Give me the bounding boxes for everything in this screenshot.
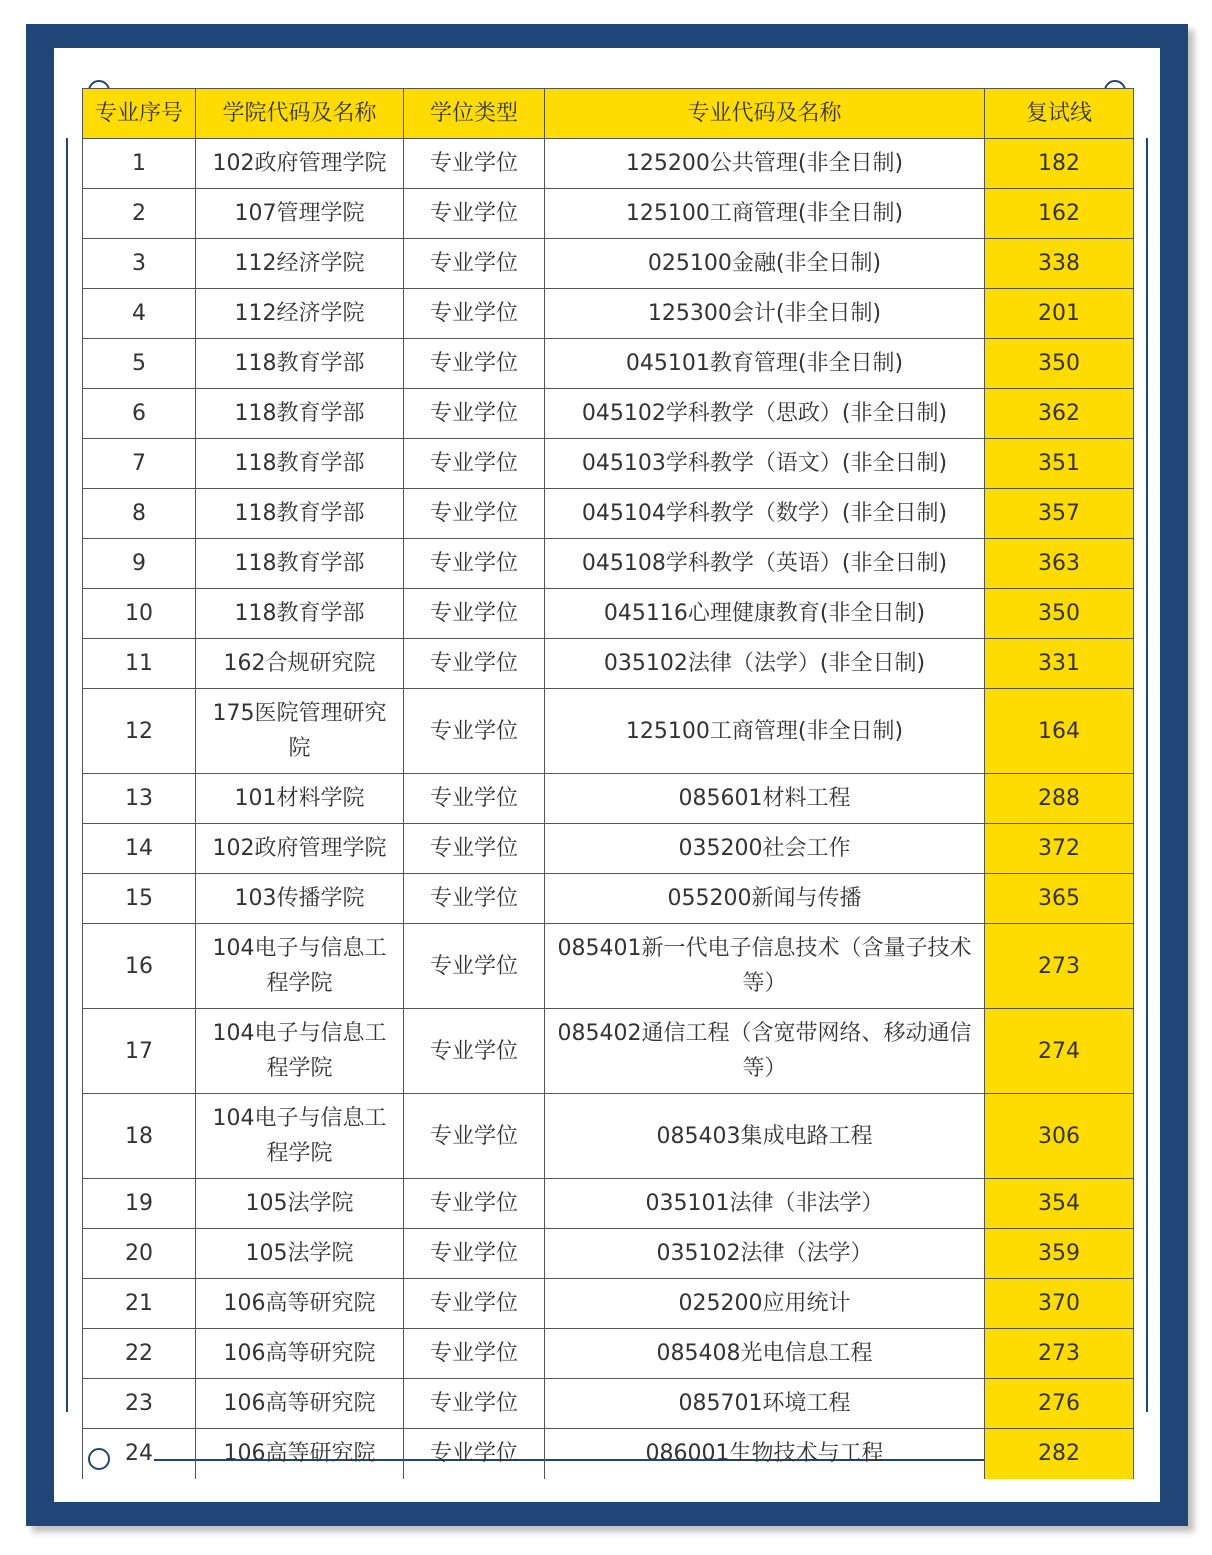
table-header [83,89,1134,139]
cell-major: 085403集成电路工程 [545,1094,985,1179]
cell-degree-type: 专业学位 [404,689,545,774]
cell-score-line: 282 [985,1429,1134,1479]
cell-major: 025200应用统计 [545,1279,985,1329]
cell-major: 125300会计(非全日制) [545,289,985,339]
cell-college: 118教育学部 [196,389,404,439]
cell-major: 045102学科教学（思政）(非全日制) [545,389,985,439]
cell-college: 103传播学院 [196,874,404,924]
header-cell-index: 专业序号 [83,89,196,139]
cell-degree-type: 专业学位 [404,139,545,189]
cell-degree-type: 专业学位 [404,639,545,689]
cell-score-line: 201 [985,289,1134,339]
cell-degree-type: 专业学位 [404,1094,545,1179]
cell-score-line: 362 [985,389,1134,439]
cell-major: 125200公共管理(非全日制) [545,139,985,189]
cell-major: 086001生物技术与工程 [545,1429,985,1479]
cell-index: 8 [83,489,196,539]
cell-major: 055200新闻与传播 [545,874,985,924]
cell-index: 2 [83,189,196,239]
cell-college: 112经济学院 [196,289,404,339]
table-row [83,1009,1134,1094]
table-row [83,824,1134,874]
cell-major: 085402通信工程（含宽带网络、移动通信等） [545,1009,985,1094]
cell-index: 3 [83,239,196,289]
cell-major: 045103学科教学（语文）(非全日制) [545,439,985,489]
table-row [83,689,1134,774]
table-row [83,239,1134,289]
table-row [83,439,1134,489]
cell-index: 11 [83,639,196,689]
cell-college: 102政府管理学院 [196,824,404,874]
cell-score-line: 363 [985,539,1134,589]
cell-degree-type: 专业学位 [404,924,545,1009]
cell-major: 125100工商管理(非全日制) [545,189,985,239]
cell-index: 13 [83,774,196,824]
cell-degree-type: 专业学位 [404,1429,545,1479]
table-row [83,1429,1134,1479]
cell-college: 105法学院 [196,1229,404,1279]
cell-degree-type: 专业学位 [404,1329,545,1379]
table-row [83,389,1134,439]
cell-college: 162合规研究院 [196,639,404,689]
cell-college: 118教育学部 [196,489,404,539]
header-row [83,89,1134,139]
cell-index: 10 [83,589,196,639]
cell-college: 102政府管理学院 [196,139,404,189]
cell-college: 105法学院 [196,1179,404,1229]
cell-score-line: 306 [985,1094,1134,1179]
table-row [83,139,1134,189]
cell-major: 125100工商管理(非全日制) [545,689,985,774]
cell-major: 085408光电信息工程 [545,1329,985,1379]
cell-score-line: 276 [985,1379,1134,1429]
cell-degree-type: 专业学位 [404,874,545,924]
cell-score-line: 162 [985,189,1134,239]
cell-major: 085701环境工程 [545,1379,985,1429]
cell-degree-type: 专业学位 [404,539,545,589]
table-row [83,924,1134,1009]
cell-score-line: 288 [985,774,1134,824]
cell-score-line: 182 [985,139,1134,189]
cell-score-line: 359 [985,1229,1134,1279]
cell-score-line: 273 [985,1329,1134,1379]
cell-index: 17 [83,1009,196,1094]
cell-score-line: 370 [985,1279,1134,1329]
cell-score-line: 365 [985,874,1134,924]
cell-degree-type: 专业学位 [404,1229,545,1279]
cell-major: 045104学科教学（数学）(非全日制) [545,489,985,539]
cell-college: 106高等研究院 [196,1279,404,1329]
cell-index: 20 [83,1229,196,1279]
cell-index: 1 [83,139,196,189]
cell-index: 22 [83,1329,196,1379]
cell-college: 112经济学院 [196,239,404,289]
cell-score-line: 357 [985,489,1134,539]
cell-major: 045108学科教学（英语）(非全日制) [545,539,985,589]
header-cell-score-line: 复试线 [985,89,1134,139]
table-row [83,1229,1134,1279]
table-row [83,489,1134,539]
cell-degree-type: 专业学位 [404,439,545,489]
decorative-border-right [1146,138,1148,1412]
table-row [83,774,1134,824]
cell-score-line: 350 [985,339,1134,389]
cell-college: 101材料学院 [196,774,404,824]
cell-college: 118教育学部 [196,589,404,639]
table-row [83,874,1134,924]
cell-major: 085401新一代电子信息技术（含量子技术等） [545,924,985,1009]
cell-score-line: 351 [985,439,1134,489]
cell-index: 4 [83,289,196,339]
cell-college: 106高等研究院 [196,1429,404,1479]
cell-score-line: 354 [985,1179,1134,1229]
cell-college: 118教育学部 [196,539,404,589]
cell-degree-type: 专业学位 [404,1379,545,1429]
cell-index: 6 [83,389,196,439]
cell-index: 14 [83,824,196,874]
cell-degree-type: 专业学位 [404,189,545,239]
cell-index: 15 [83,874,196,924]
decorative-border-left [66,138,68,1412]
cell-college: 104电子与信息工程学院 [196,924,404,1009]
cell-major: 035101法律（非法学） [545,1179,985,1229]
cell-score-line: 331 [985,639,1134,689]
table-row [83,1329,1134,1379]
cell-degree-type: 专业学位 [404,239,545,289]
cell-score-line: 372 [985,824,1134,874]
table-row [83,1179,1134,1229]
cell-index: 12 [83,689,196,774]
cell-degree-type: 专业学位 [404,1279,545,1329]
cell-index: 23 [83,1379,196,1429]
cell-college: 106高等研究院 [196,1329,404,1379]
cell-index: 21 [83,1279,196,1329]
cell-score-line: 273 [985,924,1134,1009]
cell-index: 19 [83,1179,196,1229]
cell-index: 7 [83,439,196,489]
cell-index: 18 [83,1094,196,1179]
table-row [83,189,1134,239]
cell-index: 24 [83,1429,196,1479]
cell-college: 107管理学院 [196,189,404,239]
cell-college: 118教育学部 [196,339,404,389]
table-row [83,289,1134,339]
cell-degree-type: 专业学位 [404,589,545,639]
table-row [83,339,1134,389]
cell-score-line: 274 [985,1009,1134,1094]
cell-college: 175医院管理研究院 [196,689,404,774]
table-body [83,139,1134,1479]
table-row [83,1379,1134,1429]
cell-college: 106高等研究院 [196,1379,404,1429]
cell-major: 035200社会工作 [545,824,985,874]
table-row [83,589,1134,639]
table-row [83,539,1134,589]
table-row [83,1094,1134,1179]
score-table [82,88,1134,1479]
cell-degree-type: 专业学位 [404,1009,545,1094]
cell-degree-type: 专业学位 [404,1179,545,1229]
cell-degree-type: 专业学位 [404,824,545,874]
cell-major: 035102法律（法学）(非全日制) [545,639,985,689]
cell-college: 104电子与信息工程学院 [196,1094,404,1179]
cell-degree-type: 专业学位 [404,489,545,539]
cell-major: 085601材料工程 [545,774,985,824]
cell-major: 035102法律（法学） [545,1229,985,1279]
header-cell-degree-type: 学位类型 [404,89,545,139]
cell-major: 025100金融(非全日制) [545,239,985,289]
cell-score-line: 164 [985,689,1134,774]
cell-index: 16 [83,924,196,1009]
cell-index: 5 [83,339,196,389]
cell-degree-type: 专业学位 [404,289,545,339]
cell-index: 9 [83,539,196,589]
table-row [83,1279,1134,1329]
cell-college: 104电子与信息工程学院 [196,1009,404,1094]
header-cell-major: 专业代码及名称 [545,89,985,139]
cell-major: 045101教育管理(非全日制) [545,339,985,389]
cell-degree-type: 专业学位 [404,774,545,824]
cell-major: 045116心理健康教育(非全日制) [545,589,985,639]
cell-degree-type: 专业学位 [404,389,545,439]
cell-score-line: 350 [985,589,1134,639]
table-row [83,639,1134,689]
header-cell-college: 学院代码及名称 [196,89,404,139]
cell-score-line: 338 [985,239,1134,289]
cell-degree-type: 专业学位 [404,339,545,389]
cell-college: 118教育学部 [196,439,404,489]
